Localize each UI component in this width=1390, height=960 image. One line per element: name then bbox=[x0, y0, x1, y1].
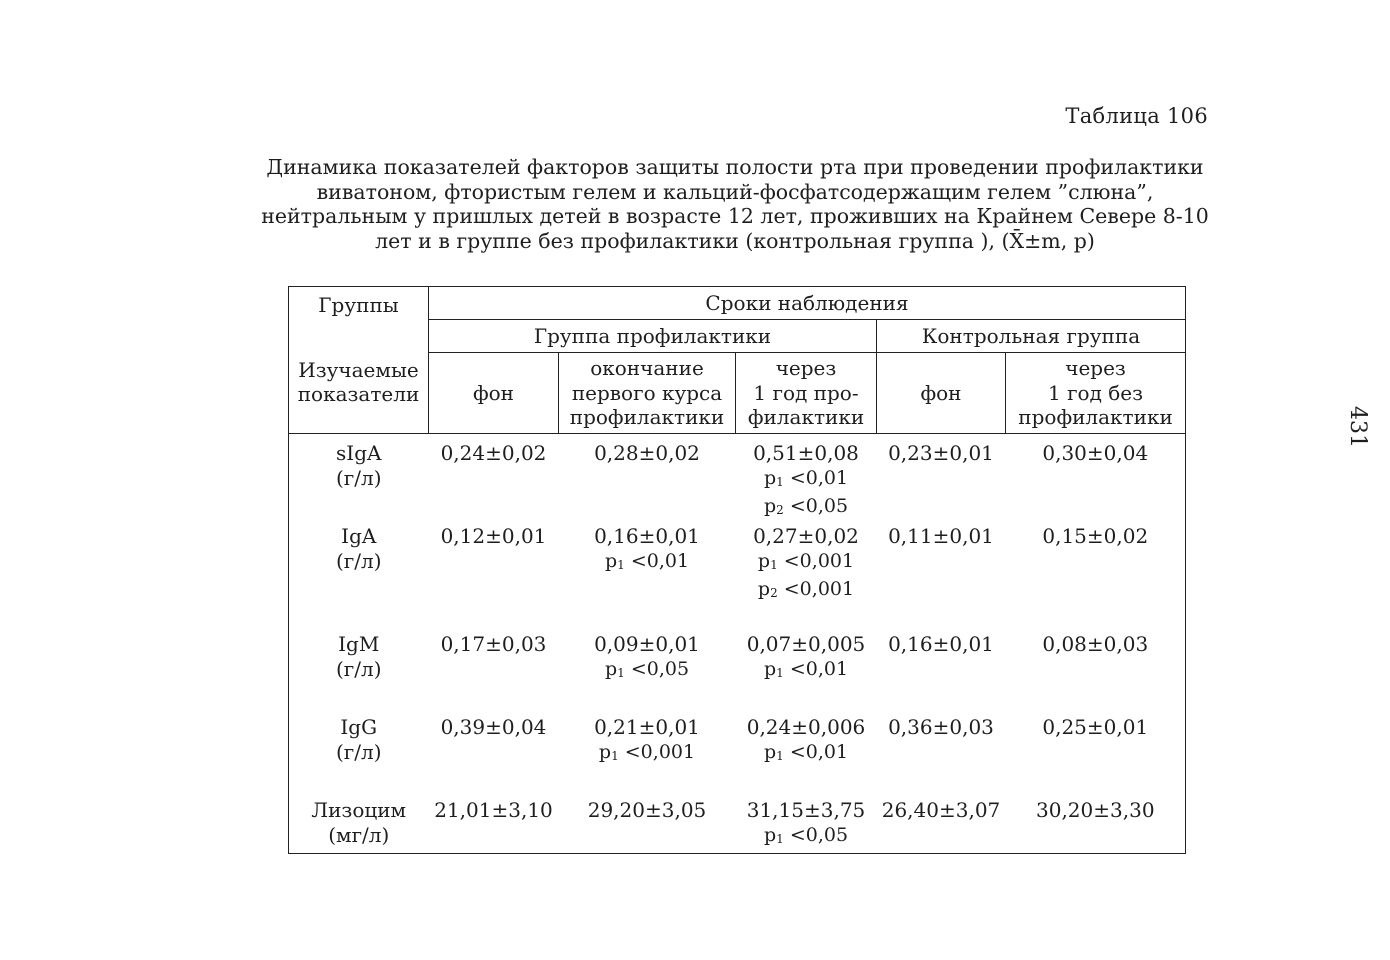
cell-control-baseline: 0,23±0,01 bbox=[888, 441, 994, 465]
col-end-of-course: окончание первого курса профилактики bbox=[559, 353, 736, 434]
cell-year: 31,15±3,75 $p_1 <0,05$ bbox=[736, 798, 877, 854]
header-indicators: Изучаемые bbox=[298, 357, 419, 382]
header-groups-cell bbox=[289, 287, 429, 434]
caption-line: виватоном, фтористым гелем и кальций-фосфатсодержащим гелем ”слюна”, bbox=[316, 179, 1154, 204]
row-label: IgG (г/л) bbox=[289, 715, 429, 798]
cell-baseline: 0,24±0,02 bbox=[440, 441, 547, 465]
caption-line: нейтральным у пришлых детей в возрасте 12 лет, проживших на Крайнем Севере 8-10 bbox=[261, 204, 1209, 228]
cell-control-baseline: 0,11±0,01 bbox=[888, 524, 994, 548]
cell-end: 0,09±0,01 $p_1 <0,05$ bbox=[594, 632, 700, 680]
cell-year: 0,07±0,005 $p_1 <0,01$ bbox=[746, 632, 866, 680]
cell-control-baseline: 26,40±3,07 bbox=[877, 798, 1006, 854]
table-row bbox=[289, 524, 1186, 632]
col-control-after-year: через 1 год без профилактики bbox=[1006, 353, 1186, 434]
col-control-baseline: фон bbox=[877, 353, 1006, 434]
row-label: IgM (г/л) bbox=[289, 632, 429, 715]
cell-baseline: 0,12±0,01 bbox=[440, 524, 547, 548]
page-number: 431 bbox=[1345, 406, 1370, 448]
table-row bbox=[289, 715, 1186, 798]
cell-end: 29,20±3,05 bbox=[559, 798, 736, 854]
cell-year: 0,51±0,08 $p_1 <0,01$ $p_2 <0,05$ bbox=[753, 441, 859, 517]
cell-control-year: 0,08±0,03 bbox=[1006, 632, 1186, 715]
row-label: Лизоцим (мг/л) bbox=[289, 798, 429, 854]
cell-baseline: 0,39±0,04 bbox=[440, 715, 547, 739]
table-number: Таблица 106 bbox=[1065, 104, 1208, 128]
table-row bbox=[289, 434, 1186, 525]
table-caption bbox=[255, 155, 1215, 253]
data-table bbox=[288, 286, 1186, 854]
cell-control-year: 0,25±0,01 bbox=[1006, 715, 1186, 798]
cell-end: 0,28±0,02 bbox=[594, 441, 700, 465]
cell-control-baseline: 0,36±0,03 bbox=[888, 715, 994, 739]
header-control-group: Контрольная группа bbox=[877, 320, 1186, 353]
cell-control-year: 0,30±0,04 bbox=[1006, 434, 1186, 525]
cell-year: 0,24±0,006 $p_1 <0,01$ bbox=[746, 715, 866, 763]
header-indicators: показатели bbox=[297, 382, 420, 406]
col-after-year: через 1 год про- филактики bbox=[736, 353, 877, 434]
cell-end: 0,21±0,01 $p_1 <0,001$ bbox=[594, 715, 700, 763]
cell-baseline: 0,17±0,03 bbox=[440, 632, 547, 656]
cell-year: 0,27±0,02 $p_1 <0,001$ $p_2 <0,001$ bbox=[753, 524, 859, 600]
table-row bbox=[289, 798, 1186, 854]
cell-end: 0,16±0,01 $p_1 <0,01$ bbox=[594, 524, 700, 572]
row-label: sIgA (г/л) bbox=[289, 434, 429, 525]
caption-line: лет и в группе без профилактики (контрольная группа ), (X̄±m, p) bbox=[375, 228, 1095, 253]
row-label: IgA (г/л) bbox=[289, 524, 429, 632]
header-groups: Группы bbox=[318, 293, 399, 317]
col-baseline: фон bbox=[429, 353, 559, 434]
header-observation-periods: Сроки наблюдения bbox=[429, 287, 1186, 320]
header-prophylaxis-group: Группа профилактики bbox=[429, 320, 877, 353]
cell-control-year: 30,20±3,30 bbox=[1006, 798, 1186, 854]
cell-control-baseline: 0,16±0,01 bbox=[888, 632, 994, 656]
cell-control-year: 0,15±0,02 bbox=[1006, 524, 1186, 632]
caption-line: Динамика показателей факторов защиты полости рта при проведении профилактики bbox=[266, 155, 1204, 179]
table-row bbox=[289, 632, 1186, 715]
cell-baseline: 21,01±3,10 bbox=[429, 798, 559, 854]
